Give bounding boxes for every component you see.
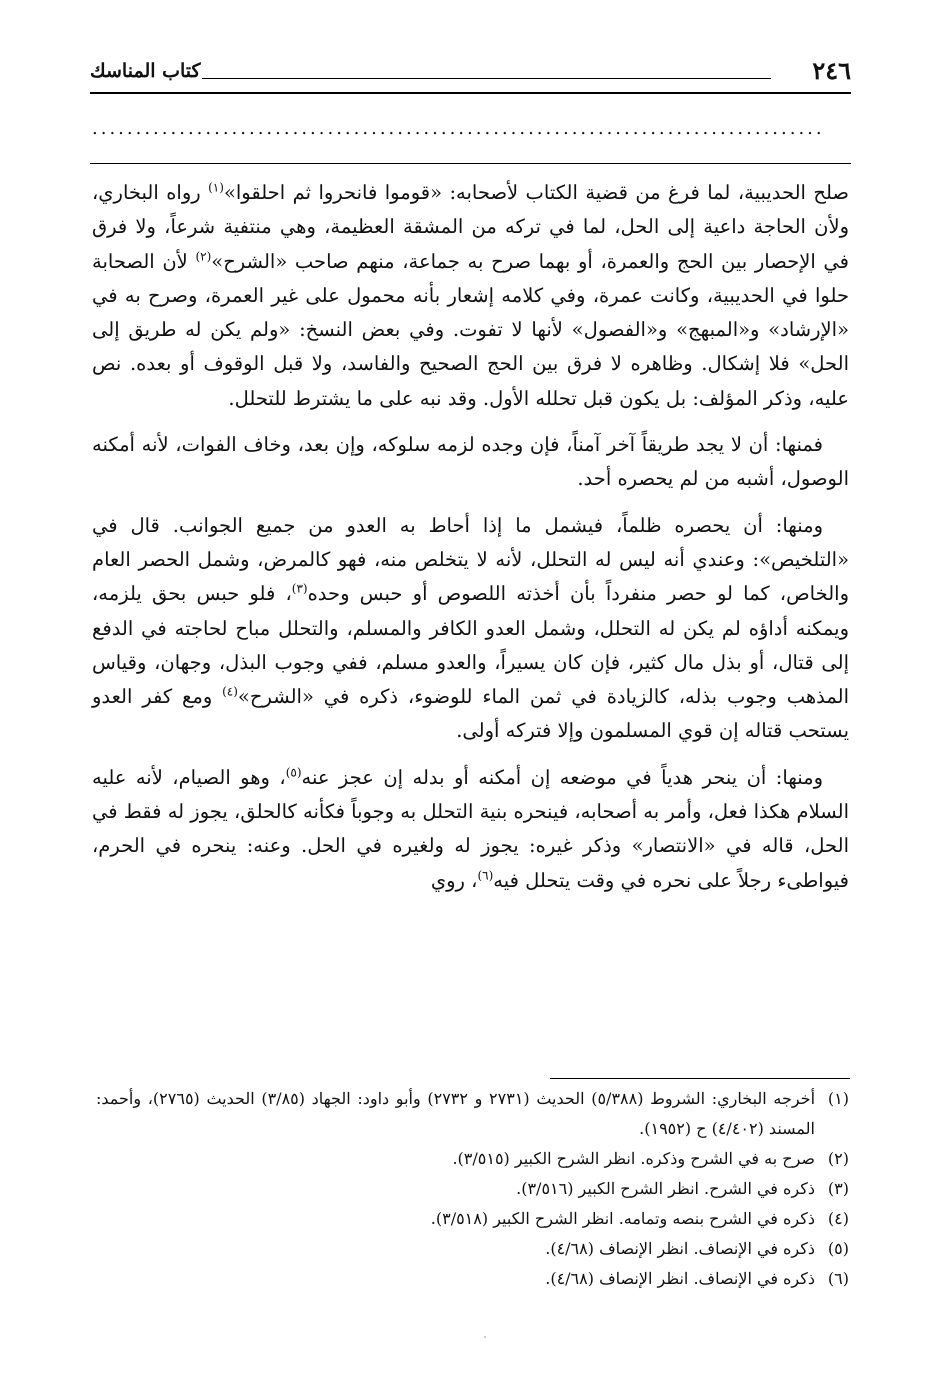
- scan-speck: [484, 1336, 486, 1338]
- footnote-ref: (٣): [291, 581, 308, 596]
- text-run: ومنها: أن يحصره ظلماً، فيشمل ما إذا أحاط به العدو من جميع الجوانب. قال في «التلخيص»: وعندي أنه ليس له التحلل، لأنه لا يتخلص منه، فهو كالمرض، وشمل الحصر العام والخاص، كما لو حصر منفرداً بأن أخذته اللصوص أو حبس وحده: [92, 513, 849, 606]
- paragraph: [92, 761, 849, 898]
- text-run: ومنها: أن ينحر هدياً في موضعه إن أمكنه أو بدله إن عجز عنه: [301, 765, 823, 789]
- footnote-text: صرح به في الشرح وذكره. انظر الشرح الكبير (٣/٥١٥).: [452, 1149, 815, 1168]
- paragraph: [92, 509, 849, 749]
- footnote-ref: (٥): [285, 765, 302, 780]
- footnote-text: أخرجه البخاري: الشروط (٥/٣٨٨) الحديث (٢٧٣١ و ٢٧٣٢) وأبو داود: الجهاد (٣/٨٥) الحديث (٢٧٦٥)، وأحمد: المسند (٤/٤٠٢) ح (١٩٥٢).: [96, 1089, 816, 1138]
- ellipsis-line: ....................................................................................: [92, 118, 825, 139]
- text-run: ، وهو الصيام، لأنه عليه السلام هكذا فعل، وأمر به أصحابه، فينحره بنية التحلل به وجوباً فكأنه كالحلق، يجوز له فقط في الحل، قاله في «الانتصار» وذكر غيره: يجوز له ولغيره في الحل. وعنه: ينحره في الحرم، فيواطىء رجلاً على نحره في وقت يتحلل فيه: [92, 765, 849, 892]
- footnotes: [96, 1084, 849, 1294]
- footnote-text: ذكره في الإنصاف. انظر الإنصاف (٤/٦٨).: [545, 1239, 815, 1258]
- footnote-number: (٦): [827, 1269, 849, 1288]
- text-run: ، فلو حبس بحق يلزمه، ويمكنه أداؤه لم يكن له التحلل، وشمل العدو الكافر والمسلم، والتحلل مباح لحاجته في الدفع إلى قتال، أو بذل مال كثير، فإن كان يسيراً، والعدو مسلم، ففي وجوب البذل، وجهان، وقياس المذهب وجوب بذله، كالزيادة في ثمن الماء للوضوء، ذكره في «الشرح»: [92, 582, 849, 709]
- header-rule: [90, 92, 851, 94]
- footnote-text: ذكره في الإنصاف. انظر الإنصاف (٤/٦٨).: [545, 1269, 815, 1288]
- page-number: ٢٤٦: [812, 56, 851, 85]
- header-line: [202, 78, 771, 79]
- text-run: فمنها: أن لا يجد طريقاً آخر آمناً، فإن وجده لزمه سلوكه، وإن بعد، وخاف الفوات، لأنه أمكنه الوصول، أشبه من لم يحصره أحد.: [92, 433, 849, 491]
- paragraph: [92, 428, 849, 497]
- footnote-text: ذكره في الشرح. انظر الشرح الكبير (٣/٥١٦).: [516, 1179, 815, 1198]
- footnote-number: (٤): [827, 1209, 849, 1228]
- footnote: [96, 1174, 849, 1204]
- footnote-number: (١): [827, 1089, 849, 1108]
- footnote-text: ذكره في الشرح بنصه وتمامه. انظر الشرح الكبير (٣/٥١٨).: [430, 1209, 815, 1228]
- text-run: ، روي: [430, 868, 478, 892]
- section-rule: [90, 163, 851, 164]
- running-header: [90, 56, 851, 90]
- footnote-rule: [550, 1078, 850, 1079]
- footnote-ref: (٢): [195, 249, 212, 264]
- chapter-title: كتاب المناسك: [90, 60, 201, 82]
- footnote: [96, 1144, 849, 1174]
- footnote-number: (٢): [827, 1149, 849, 1168]
- text-run: لأن الصحابة حلوا في الحديبية، وكانت عمرة، وفي كلامه إشعار بأنه محمول على غير العمرة، وصرح به في «الإرشاد» و«المبهج» و«الفصول» لأنها لا تفوت. وفي بعض النسخ: «ولم يكن له طريق إلى الحل» فلا إشكال. وظاهره لا فرق بين الحج الصحيح والفاسد، ولا قبل الوقوف أو بعده. نص عليه، وذكر المؤلف: بل يكون قبل تحلله الأول. وقد نبه على ما يشترط للتحلل.: [92, 249, 849, 410]
- main-text: [92, 176, 849, 898]
- footnote: [96, 1084, 849, 1144]
- footnote-ref: (٤): [222, 684, 238, 699]
- footnote-ref: (٦): [477, 868, 494, 883]
- text-run: صلح الحديبية، لما فرغ من قضية الكتاب لأصحابه: «قوموا فانحروا ثم احلقوا»: [223, 181, 849, 204]
- footnote: [96, 1264, 849, 1294]
- footnote-number: (٥): [827, 1239, 849, 1258]
- footnote: [96, 1204, 849, 1234]
- text-run: ومع كفر العدو يستحب قتاله إن قوي المسلمون وإلا فتركه أولى.: [92, 685, 849, 743]
- text-run: رواه البخاري، ولأن الحاجة داعية إلى الحل، لما في تركه من المشقة العظيمة، وهي منتفية شرعاً، ولا فرق في الإحصار بين الحج والعمرة، أو بهما صرح به جماعة، منهم صاحب «الشرح»: [92, 181, 849, 273]
- footnote: [96, 1234, 849, 1264]
- paragraph: [92, 176, 849, 416]
- footnote-number: (٣): [827, 1179, 849, 1198]
- footnote-ref: (١): [208, 180, 224, 195]
